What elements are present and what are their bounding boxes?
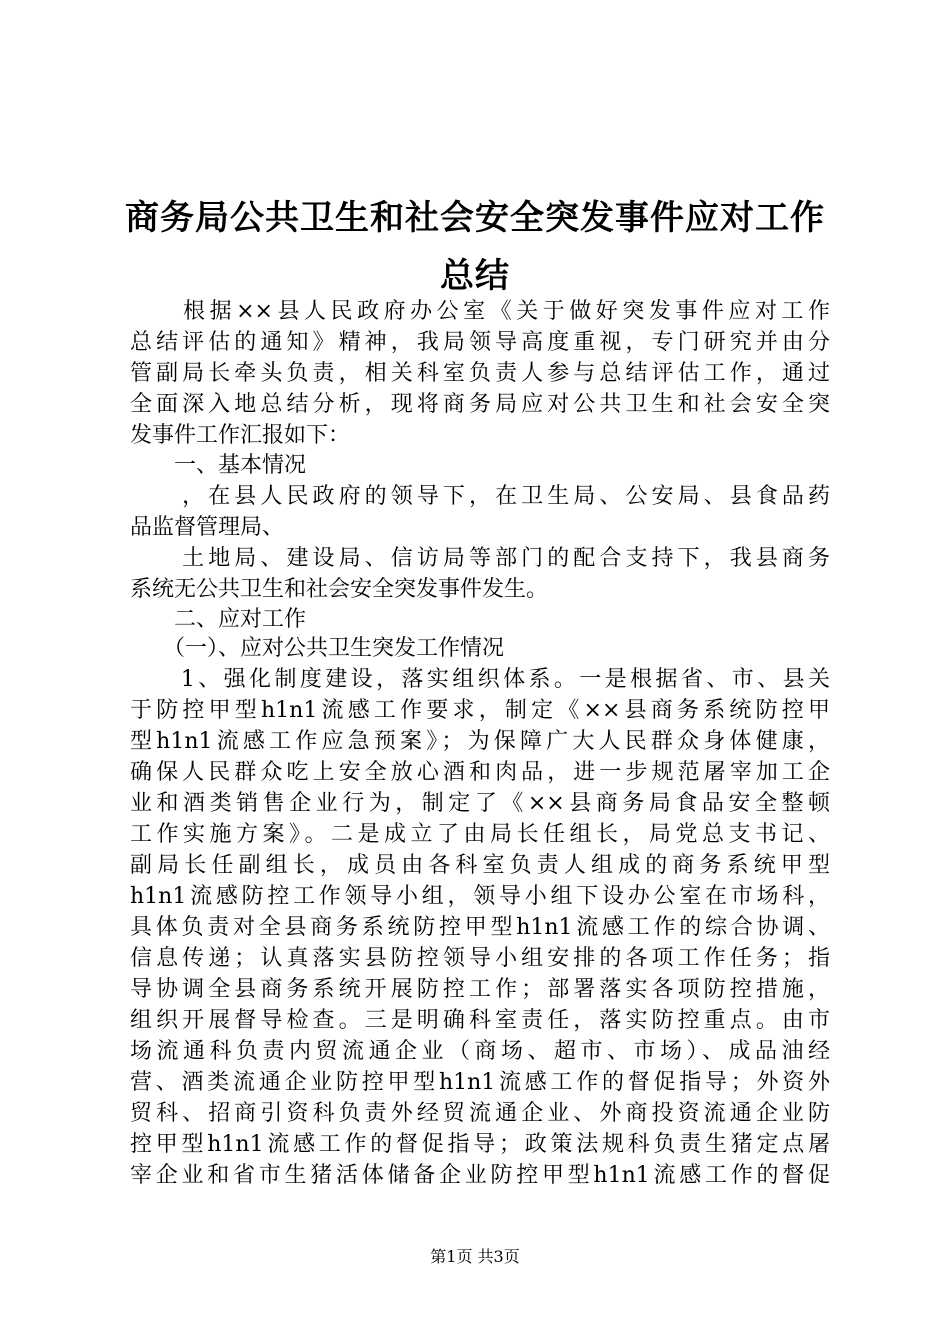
subsection-heading: （一）、应对公共卫生突发工作情况 bbox=[130, 636, 505, 661]
body-line: h1n1流感防控工作领导小组，领导小组下设办公室在市场科， bbox=[130, 884, 830, 909]
body-line: 贸科、招商引资科负责外经贸流通企业、外商投资流通企业防 bbox=[130, 1101, 830, 1126]
body-line: 工作实施方案》。二是成立了由局长任组长，局党总支书记、 bbox=[130, 822, 830, 847]
body-line: 场流通科负责内贸流通企业（商场、超市、市场）、成品油经 bbox=[130, 1039, 830, 1064]
body-line: 副局长任副组长，成员由各科室负责人组成的商务系统甲型 bbox=[130, 853, 830, 878]
body-line: 土地局、建设局、信访局等部门的配合支持下，我县商务 bbox=[130, 546, 830, 571]
body-line: 控甲型h1n1流感工作的督促指导；政策法规科负责生猪定点屠 bbox=[130, 1132, 830, 1157]
body-line: 具体负责对全县商务系统防控甲型h1n1流感工作的综合协调、 bbox=[130, 915, 830, 940]
body-line: 型h1n1流感工作应急预案》；为保障广大人民群众身体健康， bbox=[130, 729, 830, 754]
body-line: 全面深入地总结分析，现将商务局应对公共卫生和社会安全突 bbox=[130, 392, 830, 417]
body-line: 系统无公共卫生和社会安全突发事件发生。 bbox=[130, 577, 549, 602]
section-heading: 一、基本情况 bbox=[130, 453, 307, 478]
body-line: 组织开展督导检查。三是明确科室责任，落实防控重点。由市 bbox=[130, 1008, 830, 1033]
section-heading: 二、应对工作 bbox=[130, 607, 307, 632]
page-footer: 第1页 共3页 bbox=[430, 1247, 520, 1266]
body-line: 业和酒类销售企业行为，制定了《××县商务局食品安全整顿 bbox=[130, 791, 830, 816]
document-title-line-2: 总结 bbox=[440, 256, 510, 296]
body-line: 发事件工作汇报如下： bbox=[130, 423, 351, 448]
document-title-line-1: 商务局公共卫生和社会安全突发事件应对工作 bbox=[125, 198, 825, 238]
body-line: 管副局长牵头负责，相关科室负责人参与总结评估工作，通过 bbox=[130, 361, 830, 386]
body-line: 品监督管理局、 bbox=[130, 515, 285, 540]
body-line: 信息传递；认真落实县防控领导小组安排的各项工作任务；指 bbox=[130, 946, 830, 971]
body-line: 营、酒类流通企业防控甲型h1n1流感工作的督促指导；外资外 bbox=[130, 1070, 830, 1095]
body-line: 导协调全县商务系统开展防控工作；部署落实各项防控措施， bbox=[130, 977, 830, 1002]
body-line: 1、强化制度建设，落实组织体系。一是根据省、市、县关 bbox=[130, 667, 830, 692]
body-line: 总结评估的通知》精神，我局领导高度重视，专门研究并由分 bbox=[130, 330, 830, 355]
body-line: 确保人民群众吃上安全放心酒和肉品，进一步规范屠宰加工企 bbox=[130, 760, 830, 785]
body-line: 宰企业和省市生猪活体储备企业防控甲型h1n1流感工作的督促 bbox=[130, 1163, 830, 1188]
body-line: ，在县人民政府的领导下，在卫生局、公安局、县食品药 bbox=[130, 484, 830, 509]
body-line: 根据××县人民政府办公室《关于做好突发事件应对工作 bbox=[130, 299, 830, 324]
body-line: 于防控甲型h1n1流感工作要求，制定《××县商务系统防控甲 bbox=[130, 698, 830, 723]
